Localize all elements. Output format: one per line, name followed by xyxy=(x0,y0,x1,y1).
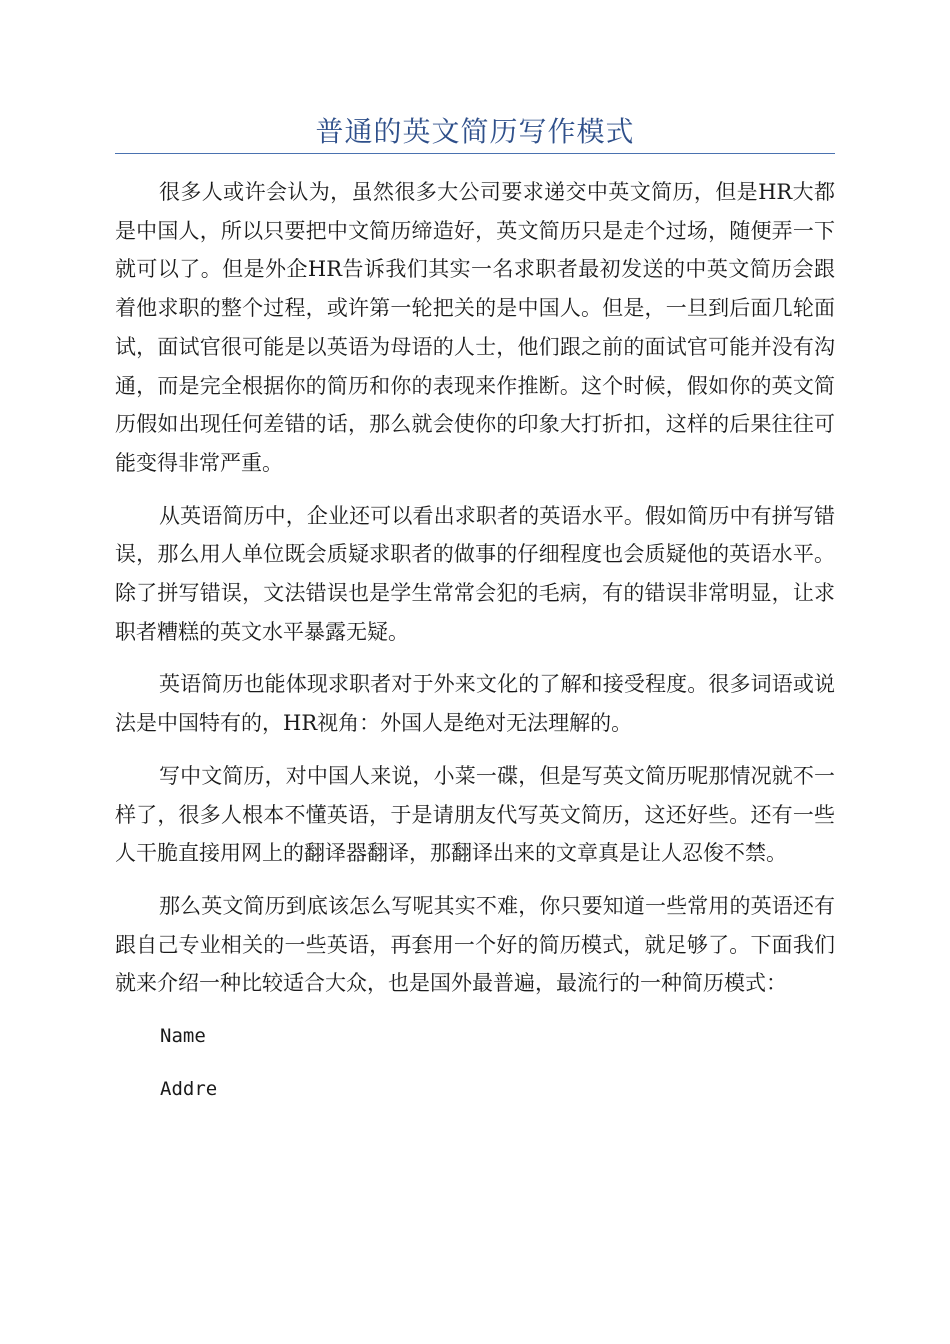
paragraph-english-level: 从英语简历中，企业还可以看出求职者的英语水平。假如简历中有拼写错误，那么用人单位既会质疑求职者的做事的仔细程度也会质疑他的英语水平。除了拼写错误，文法错误也是学生常常会犯的毛病，有的错误非常明显，让求职者糟糕的英文水平暴露无疑。 xyxy=(115,503,835,644)
paragraph-writing: 写中文简历，对中国人来说，小菜一碟，但是写英文简历呢那情况就不一样了，很多人根本不懂英语，于是请朋友代写英文简历，这还好些。还有一些人干脆直接用网上的翻译器翻译，那翻译出来的文章真是让人忍俊不禁。 xyxy=(115,763,835,866)
document-body xyxy=(115,173,835,1123)
paragraph-template-intro: 那么英文简历到底该怎么写呢其实不难，你只要知道一些常用的英语还有跟自己专业相关的一些英语，再套用一个好的简历模式，就足够了。下面我们就来介绍一种比较适合大众，也是国外最普遍，最流行的一种简历模式： xyxy=(115,893,835,996)
paragraph-intro: 很多人或许会认为，虽然很多大公司要求递交中英文简历，但是HR大都是中国人，所以只要把中文简历缔造好，英文简历只是走个过场，随便弄一下就可以了。但是外企HR告诉我们其实一名求职者最初发送的中英文简历会跟着他求职的整个过程，或许第一轮把关的是中国人。但是，一旦到后面几轮面试，面试官很可能是以英语为母语的人士，他们跟之前的面试官可能并没有沟通，而是完全根据你的简历和你的表现来作推断。这个时候，假如你的英文简历假如出现任何差错的话，那么就会使你的印象大打折扣，这样的后果往往可能变得非常严重。 xyxy=(115,180,835,475)
paragraph-culture: 英语简历也能体现求职者对于外来文化的了解和接受程度。很多词语或说法是中国特有的，HR视角：外国人是绝对无法理解的。 xyxy=(115,672,835,736)
title-underline xyxy=(115,153,835,154)
template-line-address: Addre xyxy=(160,1078,218,1101)
template-line-name: Name xyxy=(160,1025,206,1048)
document-title: 普通的英文简历写作模式 xyxy=(315,115,635,148)
